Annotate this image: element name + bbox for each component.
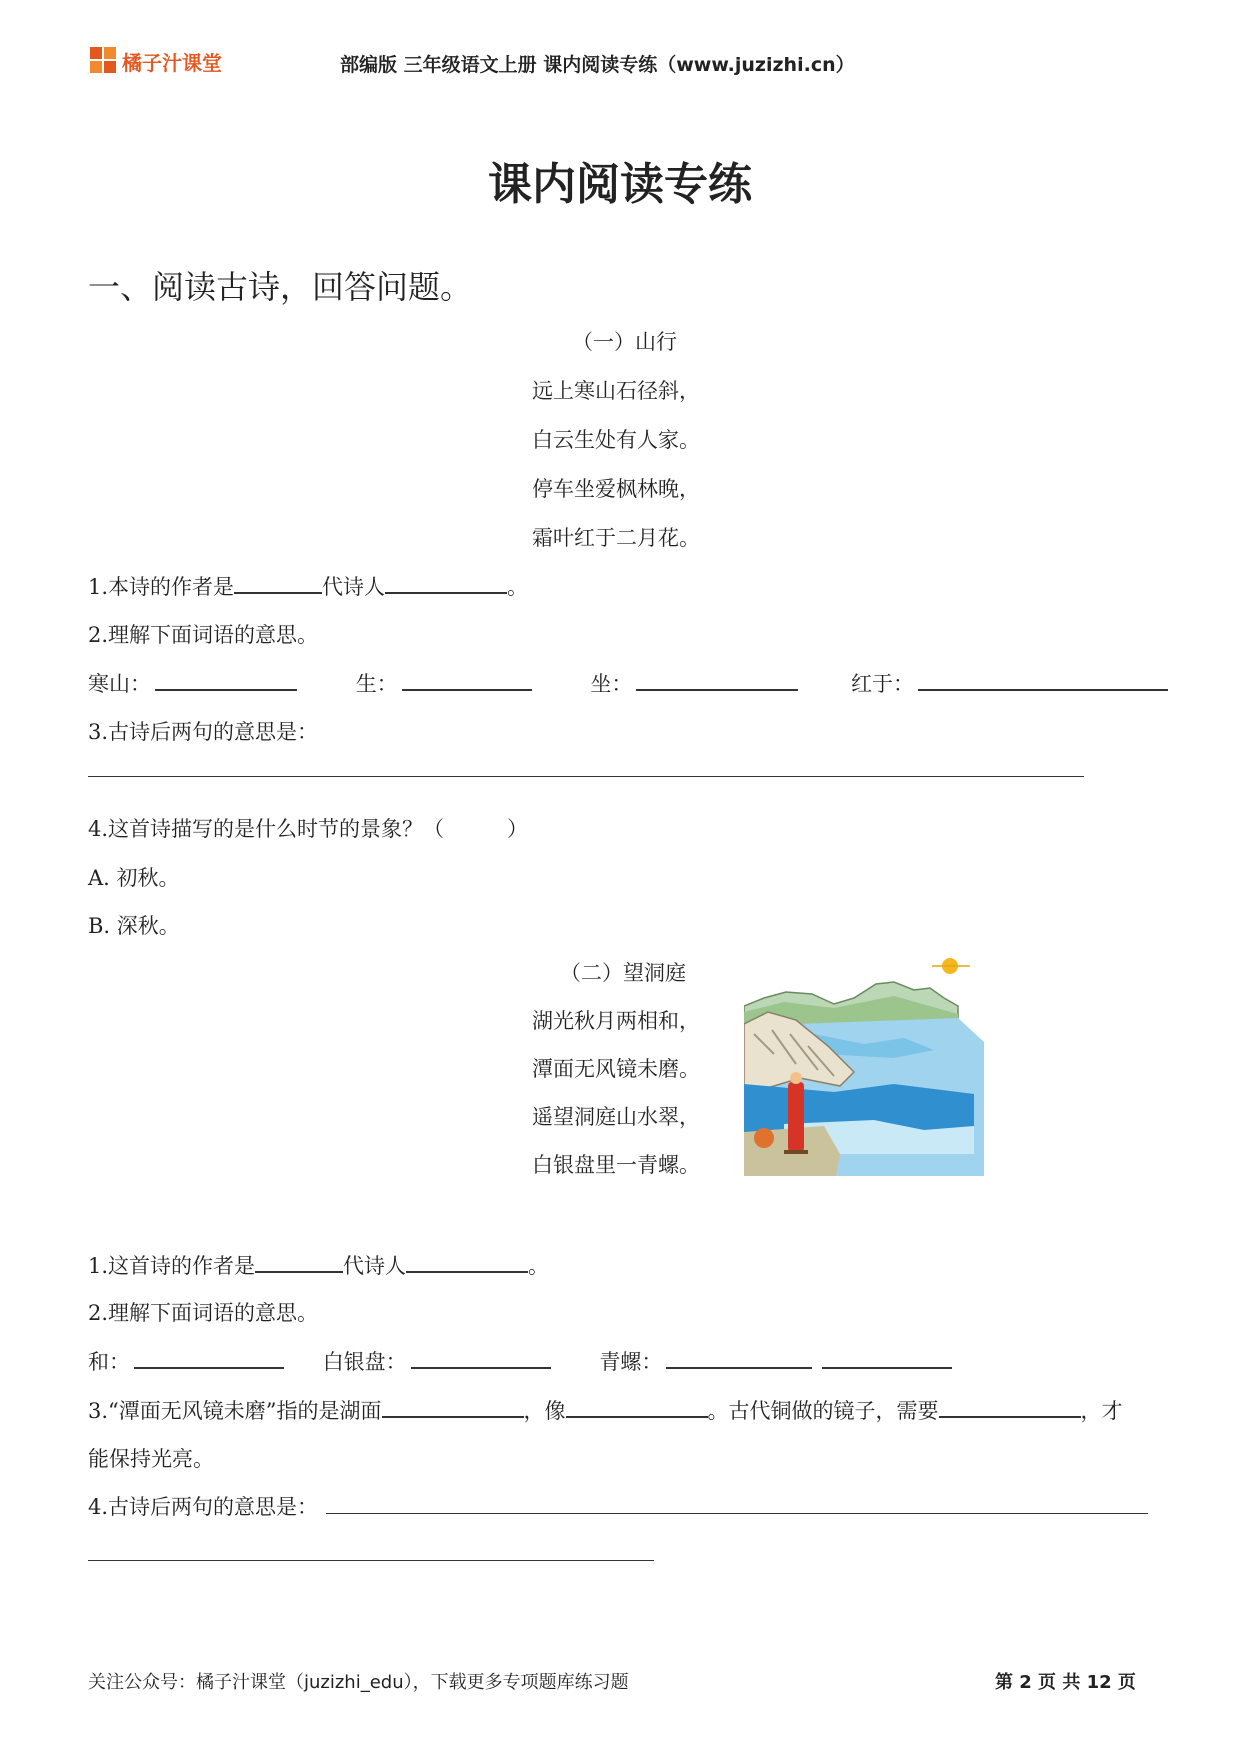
logo-icon (88, 45, 118, 75)
question-4: 4.古诗后两句的意思是： (88, 1491, 1148, 1521)
answer-blank[interactable] (234, 570, 322, 594)
option-a[interactable]: A. 初秋。 (88, 866, 180, 890)
vocab-row: 和： 白银盘： 青螺： (88, 1345, 952, 1376)
answer-line[interactable] (88, 776, 1084, 777)
footer-text: 关注公众号：橘子汁课堂（juzizhi_edu），下载更多专项题库练习题 (88, 1672, 629, 1693)
poem1-line: 白云生处有人家。 (532, 428, 700, 452)
header-title: 部编版 三年级语文上册 课内阅读专练（www.juzizhi.cn） (340, 54, 855, 76)
vocab-row: 寒山： 生： 坐： 红于： (88, 667, 1148, 698)
answer-blank[interactable] (382, 1394, 524, 1418)
section-heading: 一、阅读古诗，回答问题。 (88, 268, 473, 306)
answer-line[interactable] (88, 1560, 654, 1561)
answer-blank[interactable] (402, 667, 532, 691)
answer-blank[interactable] (406, 1249, 528, 1273)
poem2-line: 潭面无风镜未磨。 (532, 1057, 700, 1081)
answer-blank[interactable] (566, 1394, 708, 1418)
question-2: 2.理解下面词语的意思。 (88, 1301, 319, 1325)
answer-blank[interactable] (822, 1345, 952, 1369)
option-b[interactable]: B. 深秋。 (88, 914, 180, 938)
question-1: 1.这首诗的作者是 代诗人 。 (88, 1249, 549, 1280)
poem2-title: （二）望洞庭 (560, 961, 686, 985)
answer-blank[interactable] (918, 667, 1168, 691)
poem1-line: 停车坐爱枫林晚， (532, 477, 700, 501)
answer-blank[interactable] (636, 667, 798, 691)
question-2: 2.理解下面词语的意思。 (88, 623, 319, 647)
answer-blank[interactable] (326, 1491, 1148, 1514)
poem2-line: 遥望洞庭山水翠， (532, 1105, 700, 1129)
question-1: 1.本诗的作者是 代诗人 。 (88, 570, 528, 601)
poem1-title: （一）山行 (572, 330, 677, 354)
poem2-line: 白银盘里一青螺。 (532, 1153, 700, 1177)
question-4: 4.这首诗描写的是什么时节的景象？（ ） (88, 817, 529, 841)
answer-blank[interactable] (255, 1249, 343, 1273)
poem2-line: 湖光秋月两相和， (532, 1009, 700, 1033)
answer-blank[interactable] (411, 1345, 551, 1369)
logo (88, 44, 238, 76)
answer-blank[interactable] (134, 1345, 284, 1369)
answer-blank[interactable] (939, 1394, 1081, 1418)
poem1-line: 霜叶红于二月花。 (532, 526, 700, 550)
question-3: 3.“潭面无风镜未磨”指的是湖面 ，像 。古代铜做的镜子，需要 ，才 (88, 1394, 1123, 1425)
page-title: 课内阅读专练 (488, 159, 752, 210)
answer-blank[interactable] (155, 667, 297, 691)
answer-blank[interactable] (385, 570, 507, 594)
page-number: 第 2 页 共 12 页 (995, 1672, 1136, 1693)
logo-text: 橘子汁课堂 (122, 51, 222, 75)
answer-blank[interactable] (666, 1345, 812, 1369)
question-3: 3.古诗后两句的意思是： (88, 720, 319, 744)
lake-illustration (744, 954, 984, 1176)
question-3-cont: 能保持光亮。 (88, 1447, 214, 1471)
poem1-line: 远上寒山石径斜， (532, 379, 700, 403)
